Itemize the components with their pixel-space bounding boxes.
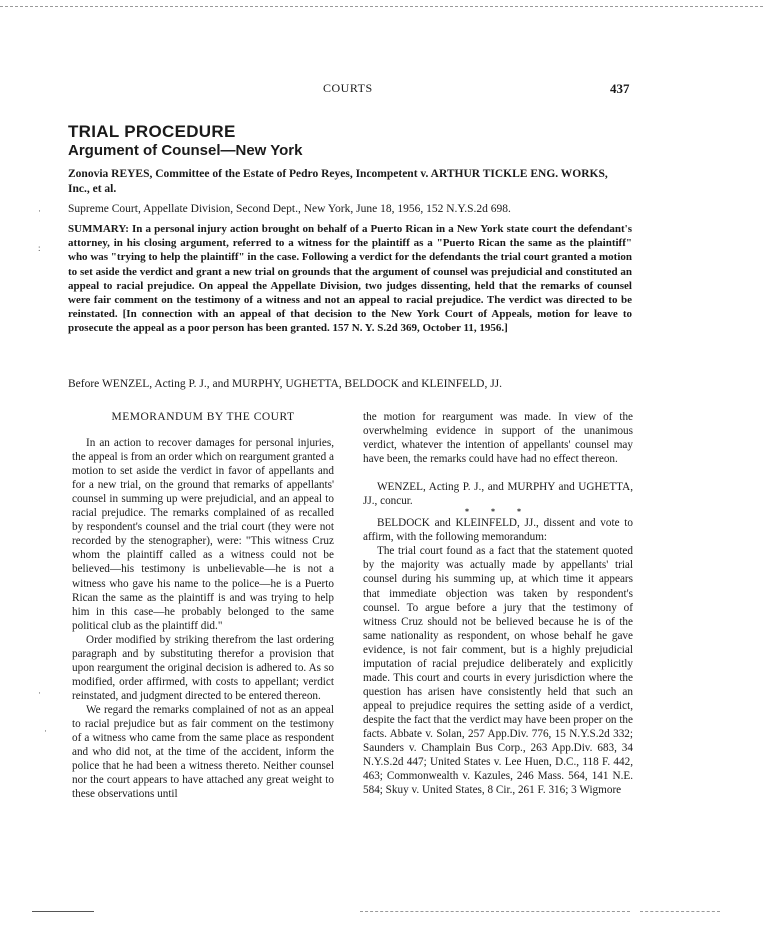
running-head-title: COURTS xyxy=(323,81,373,95)
concurrence: WENZEL, Acting P. J., and MURPHY and UGHETTA, JJ., concur. xyxy=(363,481,633,508)
paragraph: In an action to recover damages for personal injuries, the appeal is from an order which on reargument granted a motion to set aside the verdict in favor of appellants and for a new trial, on the ground that remarks of appellants' counsel in summing up were prejudicial, and an appeal to racial prejudice. The remarks complained of as recalled by respondent's counsel and the trial court (they were not recorded by the stenographer), were: "This witness Cruz whom the plaintiff called as a witness could not be believed—his testimony is unbelievable—he is not a witness who gave his name to the police—he is a Puerto Rican the same as the plaintiff is and was trying to help him in this case—he probably belonged to the same political club as the plaintiff did." xyxy=(72,437,334,632)
right-column xyxy=(363,410,633,797)
memorandum-heading: MEMORANDUM BY THE COURT xyxy=(111,411,295,423)
margin-mark: : xyxy=(38,243,41,253)
footer-rule xyxy=(32,911,94,912)
footer-rule xyxy=(640,911,720,912)
top-scan-border xyxy=(0,6,763,7)
paragraph-continuation: the motion for reargument was made. In view of the overwhelming evidence in support of the unanimous verdict, whatever the intention of appellants' counsel may have been, the remarks could have had no effect thereon. xyxy=(363,411,633,466)
dissent-intro: BELDOCK and KLEINFELD, JJ., dissent and vote to affirm, with the following memorandum: xyxy=(363,517,633,544)
case-summary: SUMMARY: In a personal injury action brought on behalf of a Puerto Rican in a New York state court the defendant's attorney, in his closing argument, referred to a witness for the plaintiff as a "Puerto Rican the same as the plaintiff" who was "trying to help the plaintiff" in the case. Following a verdict for the defendants the trial court granted a motion to set aside the verdict and grant a new trial on grounds that the argument of counsel was prejudicial and constituted an appeal to racial prejudice. On appeal the Appellate Division, two judges dissenting, held that the remarks of counsel were fair comment on the testimony of a witness and not an appeal to racial prejudice. The verdict was directed to be reinstated. [In connection with an appeal of that decision to the New York Court of Appeals, motion for leave to prosecute the appeal as a poor person has been granted. 157 N. Y. S.2d 369, October 11, 1956.] xyxy=(68,223,632,335)
paragraph: Order modified by striking therefrom the last ordering paragraph and by substituting therefor a provision that upon reargument the original decision is adhered to. As so modified, order affirmed, with costs to appellant; verdict reinstated, and judgment directed to be entered thereon. xyxy=(72,633,334,702)
case-caption: Zonovia REYES, Committee of the Estate of Pedro Reyes, Incompetent v. ARTHUR TICKLE ENG. WORKS, Inc., et al. xyxy=(68,168,608,195)
section-title: TRIAL PROCEDURE xyxy=(68,122,236,141)
margin-mark: · xyxy=(38,206,41,216)
section-subtitle: Argument of Counsel—New York xyxy=(68,142,303,159)
paragraph: We regard the remarks complained of not as an appeal to racial prejudice but as fair comment on the testimony of a witness who came from the same place as respondent and who did not, at the time of the accident, inform the police that he had been a witness thereto. Neither counsel nor the court appears to have attached any great weight to these observations until xyxy=(72,703,334,801)
margin-mark: · xyxy=(38,688,41,698)
margin-mark: · xyxy=(44,726,47,736)
court-citation: Supreme Court, Appellate Division, Second Dept., New York, June 18, 1956, 152 N.Y.S.2d 698. xyxy=(68,203,511,215)
section-break-stars: * * * xyxy=(465,507,531,517)
dissent-body: The trial court found as a fact that the statement quoted by the majority was actually made by appellants' trial counsel during his summing up, at which time it appears that immediate objection was taken by respondent's counsel. To argue before a jury that the testimony of witness Cruz should not be believed because he is of the same nationality as respondent, on whose behalf he gave evidence, is not fair comment, but is a highly prejudicial imputation of racial prejudice deliberately and explicitly made. This court and courts in every jurisdiction where the question has arisen have consistently held that such an appeal to prejudice requires the setting aside of a verdict, despite the fact that the verdict may have been proper on the facts. Abbate v. Solan, 257 App.Div. 776, 15 N.Y.S.2d 332; Saunders v. Champlain Bus Corp., 263 App.Div. 683, 34 N.Y.S.2d 447; United States v. Lee Huen, D.C., 118 F. 442, 463; Commonwealth v. Kazules, 246 Mass. 564, 141 N.E. 584; Skuy v. United States, 8 Cir., 261 F. 316; 3 Wigmore xyxy=(363,545,633,797)
page-number: 437 xyxy=(610,81,630,96)
left-column xyxy=(72,410,334,801)
footer-rule xyxy=(360,911,630,912)
bench-line: Before WENZEL, Acting P. J., and MURPHY, UGHETTA, BELDOCK and KLEINFELD, JJ. xyxy=(68,378,503,390)
